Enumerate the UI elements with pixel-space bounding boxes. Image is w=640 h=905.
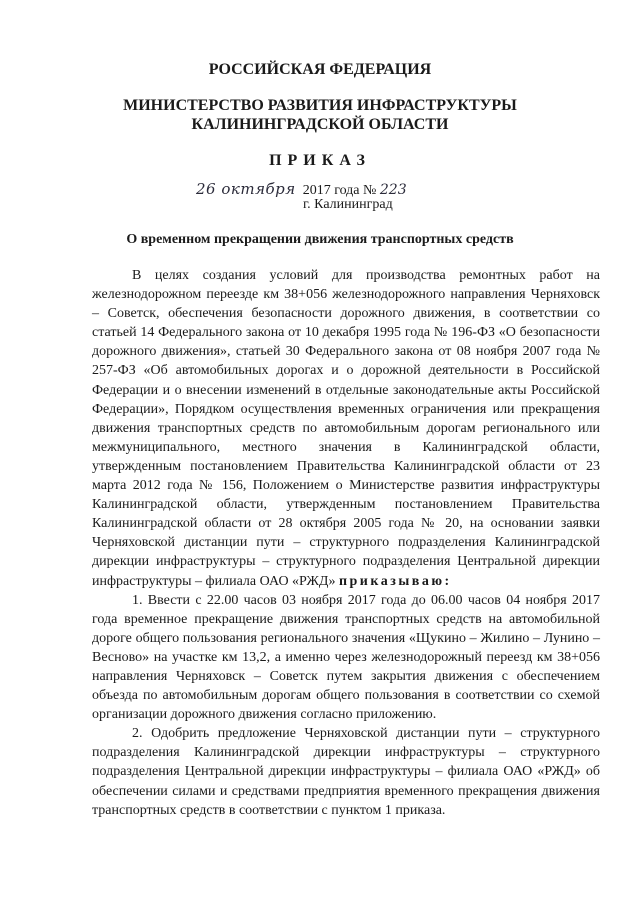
ministry-heading-line2: КАЛИНИНГРАДСКОЙ ОБЛАСТИ (191, 116, 449, 133)
preamble-text: В целях создания условий для производства ремонтных работ на железнодорожном переезде км 38+056 железнодорожного направления Черняховск – Советск, обеспечения безопасности дорожного движения, в соответствии со статьей 14 Федерального закона от 10 декабря 1995 года № 196-ФЗ «О безопасности дорожного движения», статьей 30 Федерального закона от 08 ноября 2007 года № 257-ФЗ «Об автомобильных дорогах и о дорожной деятельности в Российской Федерации и о внесении изменений в отдельные законодательные акты Российской Федерации», Порядком осуществления временных ограничения или прекращения движения транспортных средств по автомобильным дорогам регионального или межмуниципального, местного значения в Калининградской области, утвержденным постановлением Правительства Калининградской области от 23 марта 2012 года № 156, Положением о Министерстве развития инфраструктуры Калининградской области, утвержденным постановлением Правительства Калининградской области от 28 октября 2005 года № 20, на основании заявки Черняховской дистанции пути – структурного подразделения Калининградской дирекции инфраструктуры – структурного подразделения Центральной дирекции инфраструктуры – филиала ОАО «РЖД» (92, 268, 600, 589)
document-type: ПРИКАЗ (269, 152, 371, 169)
order-word: приказываю: (338, 573, 452, 589)
ministry-heading-line1: МИНИСТЕРСТВО РАЗВИТИЯ ИНФРАСТРУКТУРЫ (123, 97, 517, 114)
preamble-paragraph (92, 266, 600, 591)
document-title: О временном прекращении движения транспортных средств (126, 232, 514, 247)
document-body (92, 266, 600, 820)
item-1-paragraph: 1. Ввести с 22.00 часов 03 ноября 2017 года до 06.00 часов 04 ноября 2017 года временное прекращение движения транспортных средств на автомобильной дороге общего пользования регионального значения «Щукино – Жилино – Лунино – Весново» на участке км 13,2, а именно через железнодорожный переезд км 38+056 направления Черняховск – Советск путем закрытия движения с обеспечением объезда по автомобильным дорогам общего пользования в соответствии со схемой организации дорожного движения согласно приложению. (92, 592, 600, 723)
handwritten-date: 26 октября (196, 180, 296, 198)
handwritten-order-number: 223 (379, 182, 407, 198)
country-heading: РОССИЙСКАЯ ФЕДЕРАЦИЯ (208, 61, 432, 78)
city: г. Калининград (303, 197, 393, 212)
item-2-paragraph: 2. Одобрить предложение Черняховской дистанции пути – структурного подразделения Калининградской дирекции инфраструктуры – структурного подразделения Центральной дирекции инфраструктуры – филиала ОАО «РЖД» об обеспечении силами и средствами предприятия временного прекращения движения транспортных средств в соответствии с пунктом 1 приказа. (92, 726, 600, 818)
year-text: 2017 года № (302, 183, 377, 198)
